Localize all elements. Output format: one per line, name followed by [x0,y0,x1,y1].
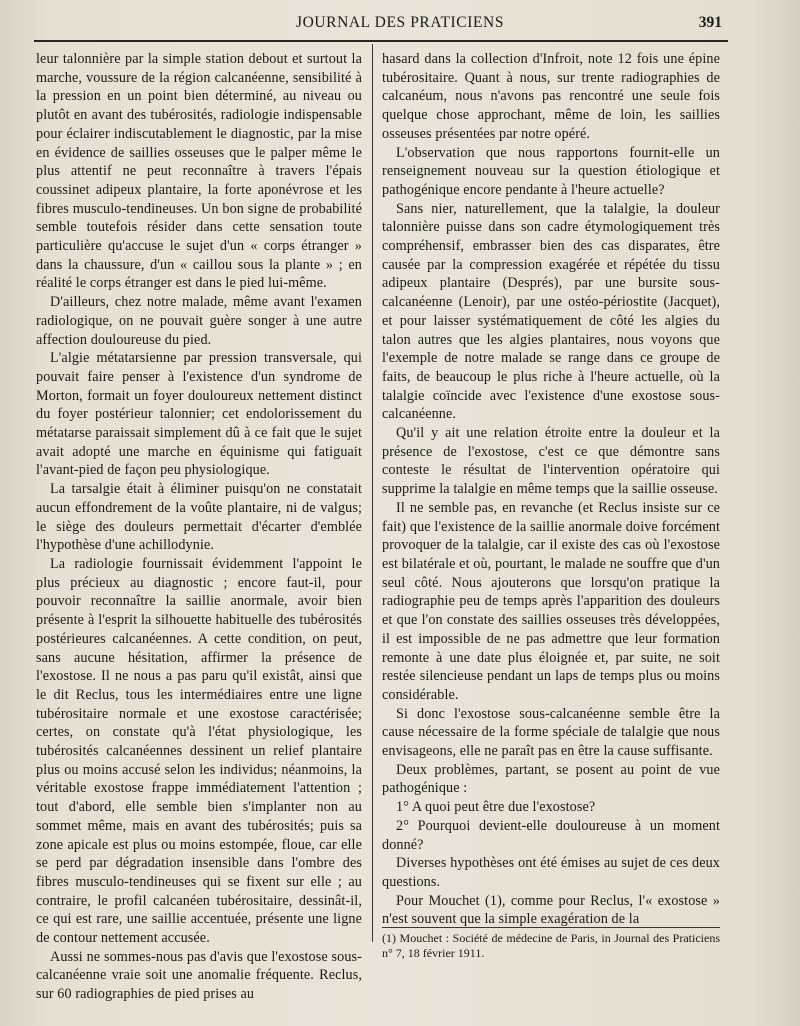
paragraph: L'algie métatarsienne par pression transversale, qui pouvait faire penser à l'existence d'un syndrome de Morton, formait un foyer douloureux nettement distinct du foyer postérieur talonnier; cet endolorissement du métatarse paraissait simplement dû à ce fait que le sujet avait adopté une marche en équinisme qui fatiguait l'avant-pied de façon peu physiologique. [36,350,362,479]
column-divider [372,44,373,942]
paragraph: Si donc l'exostose sous-calcanéenne semble être la cause nécessaire de la forme spéciale de talalgie que nous envisageons, elle ne paraît pas en être la cause suffisante. [382,705,720,760]
running-head: JOURNAL DES PRATICIENS [295,14,505,31]
paragraph: Sans nier, naturellement, que la talalgie, la douleur talonnière puisse dans son cadre étymologiquement très compréhensif, embrasser bien des cas disparates, être causée par la compression exagérée et répétée du tissu adipeux plantaire (Després), par une bursite sous-calcanéenne (Lenoir), par une ostéo-périostite (Jacquet), et pour laisser systématiquement de côté les algies du talon autres que les algies plantaires, nous voyons que l'exemple de notre malade se range dans ce groupe de faits, de beaucoup le plus riche à l'heure actuelle, où la talalgie coïncide avec l'existence d'une exostose sous-calcanéenne. [382,200,720,423]
right-column [382,50,720,929]
footnote-rule [382,927,720,928]
list-item: 2° Pourquoi devient-elle douloureuse à un moment donné? [382,817,720,853]
paragraph: hasard dans la collection d'Infroit, note 12 fois une épine tubérositaire. Quant à nous, sur trente radiographies de calcanéum, nous n'avons pas rencontré une seule fois quelque chose approchant, même de loin, les saillies osseuses présentées par notre opéré. [382,51,720,142]
footnote: (1) Mouchet : Société de médecine de Paris, in Journal des Praticiens n° 7, 18 février 1911. [382,931,720,960]
paragraph: La tarsalgie était à éliminer puisqu'on ne constatait aucun effondrement de la voûte plantaire, ni de valgus; le siège des douleurs permettait d'écarter d'emblée l'hypothèse d'une achillodynie. [36,481,362,554]
paragraph: L'observation que nous rapportons fournit-elle un renseignement nouveau sur la question étiologique et pathogénique encore pendante à l'heure actuelle? [382,144,720,198]
page-number: 391 [698,14,722,31]
paragraph: Deux problèmes, partant, se posent au point de vue pathogénique : [382,761,720,797]
paragraph: Pour Mouchet (1), comme pour Reclus, l'« exostose » n'est souvent que la simple exagération de la [382,892,720,928]
paragraph: Qu'il y ait une relation étroite entre la douleur et la présence de l'exostose, c'est ce que démontre sans conteste le résultat de l'intervention opératoire qui supprime la talalgie en même temps que la saillie osseuse. [382,425,720,498]
paragraph: D'ailleurs, chez notre malade, même avant l'examen radiologique, on ne pouvait guère songer à une autre affection douloureuse du pied. [36,294,362,348]
page-header [0,14,800,38]
list-item: 1° A quoi peut être due l'exostose? [396,799,596,816]
header-rule [34,40,728,42]
paragraph: Diverses hypothèses ont été émises au sujet de ces deux questions. [382,855,720,890]
paragraph: leur talonnière par la simple station debout et surtout la marche, voussure de la région calcanéenne, sensibilité à la pression en un point bien déterminé, au niveau ou plutôt en avant des tubérosités, radiologie indispensable pour éclairer indiscutablement le diagnostic, par la mise en évidence de saillies osseuses que le palper même le plus attentif ne peut reconnaître à travers l'épais coussinet adipeux plantaire, la forte aponévrose et les fibres musculo-tendineuses. Un bon signe de probabilité semble toutefois résider dans cette sensation toute particulière qu'accuse le sujet d'un « corps étranger » dans la chaussure, d'un « caillou sous la plante » ; en réalité le corps étranger est dans le pied lui-même. [36,51,362,292]
paragraph: Aussi ne sommes-nous pas d'avis que l'exostose sous-calcanéenne vraie soit une anomalie fréquente. Reclus, sur 60 radiographies de pied prises au [36,948,362,1003]
paragraph: Il ne semble pas, en revanche (et Reclus insiste sur ce fait) que l'existence de la saillie anormale doive forcément provoquer de la talalgie, car il existe des cas où l'exostose est bilatérale et où, pourtant, le malade ne souffre que d'un seul côté. Nous ajouterons que lorsqu'on pratique la radiographie peu de temps après l'apparition des douleurs et que l'on constate des saillies osseuses très développées, il est impossible de ne pas admettre que leur formation remonte à une date plus éloignée et, par suite, ne soit restée silencieuse pendant un laps de temps plus ou moins considérable. [382,499,720,703]
left-column [36,50,362,1004]
paragraph: La radiologie fournissait évidemment l'appoint le plus précieux au diagnostic ; encore faut-il, pour pouvoir reconnaître la saillie anormale, avoir bien présente à l'esprit la silhouette habituelle des tubérosités postérieures calcanéennes. A cette condition, on peut, sans aucune hésitation, affirmer la présence de l'exostose. Il ne nous a pas paru qu'il existât, ainsi que le dit Reclus, tous les intermédiaires entre une ligne tubérositaire normale et une exostose caractérisée; certes, on constate qu'à l'état physiologique, les tubérosités calcanéennes dessinent un relief plantaire plus ou moins accusé selon les individus; néanmoins, la véritable exostose frappe immédiatement l'attention ; tout d'abord, elle semble bien s'implanter non au sommet même, mais en avant des tubérosités; puis sa zone apicale est plus ou moins estompée, floue, car elle se perd par dégradation insensible dans l'ombre des fibres musculo-tendineuses qui se fixent sur elle ; au contraire, le profil calcanéen tubérositaire, dessinât-il, ce qui est rare, une saillie accentuée, présente une ligne de contour nettement accusée. [36,555,362,947]
